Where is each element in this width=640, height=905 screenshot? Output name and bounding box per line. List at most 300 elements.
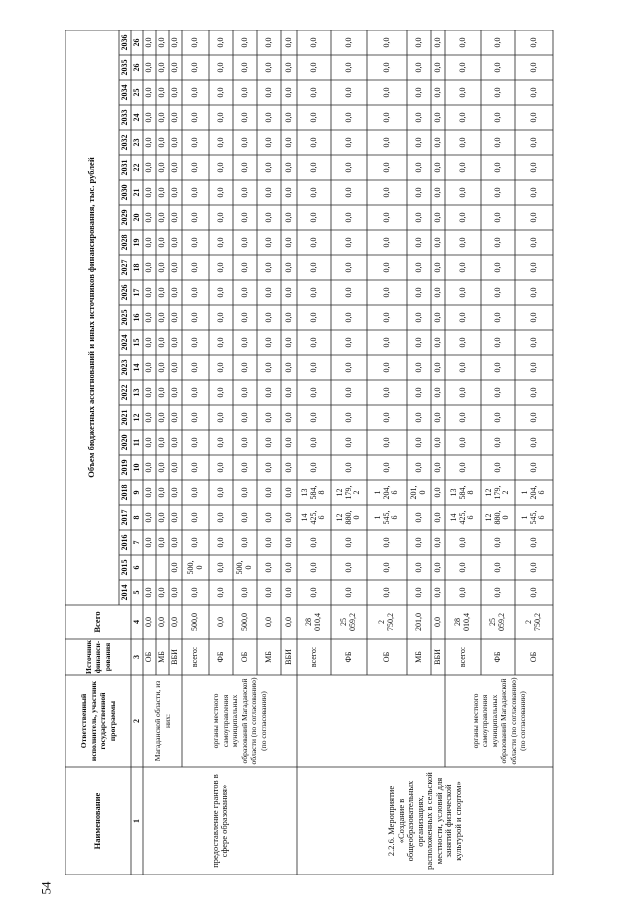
row-value: 0,0 [308,212,318,223]
row-value: 0,0 [492,412,502,423]
row-value: 0,0 [528,412,538,423]
column-number: 26 [131,38,141,47]
row-value: 0,0 [157,487,167,498]
row-value: 0,0 [528,237,538,248]
row-value: 0,0 [239,112,249,123]
row-value: 0,0 [413,262,423,273]
row-value: 0,0 [381,312,391,323]
row-value: 0,0 [190,212,200,223]
row-value: 0,0 [157,387,167,398]
row-value: 0,0 [457,187,467,198]
row-value: 0,0 [283,287,293,298]
row-value: 0,0 [283,362,293,373]
row-value: 0,0 [263,262,273,273]
row-value: 0,0 [381,287,391,298]
row-value: 0,0 [308,462,318,473]
row-value: 0,0 [432,312,442,323]
row-value: 0,0 [144,412,154,423]
row-value: 0,0 [190,287,200,298]
row-value: 0,0 [215,112,225,123]
row-value: 0,0 [528,312,538,323]
header-total: Всего [92,611,103,633]
column-number: 21 [131,188,141,197]
row-source: всего: [308,646,318,668]
row-value: 0,0 [492,112,502,123]
row-value: 0,0 [492,187,502,198]
row-value: 0,0 [308,412,318,423]
row-value: 0,0 [190,537,200,548]
row-value: 0,0 [492,362,502,373]
row-value: 0,0 [492,237,502,248]
row-value: 0,0 [528,537,538,548]
row-value: 1 545, 6 [520,510,547,525]
row-value: 0,0 [283,162,293,173]
row-value: 0,0 [492,437,502,448]
row-value: 0,0 [413,412,423,423]
row-value: 0,0 [528,187,538,198]
year-header: 2030 [119,184,129,201]
row-value: 0,0 [283,112,293,123]
row-total: 0,0 [170,617,180,627]
column-number: 13 [131,388,141,397]
row-value: 0,0 [457,112,467,123]
row-value: 0,0 [413,462,423,473]
row-value: 0,0 [492,212,502,223]
row-value: 0,0 [432,137,442,148]
row-value: 0,0 [432,337,442,348]
year-header: 2024 [119,334,129,351]
row-value: 0,0 [457,237,467,248]
row-value: 0,0 [432,62,442,73]
row-value: 0,0 [528,387,538,398]
row-source: ФБ [215,651,225,663]
header-executor: Ответственный исполнитель, участник государственной программы [79,680,117,762]
row-value: 12 179, 2 [335,485,362,500]
row-value: 0,0 [381,462,391,473]
row-value: 0,0 [413,512,423,523]
row-value: 0,0 [343,312,353,323]
row-value: 0,0 [263,412,273,423]
row-value: 0,0 [239,187,249,198]
row-value: 0,0 [381,112,391,123]
row-value: 0,0 [308,87,318,98]
row-value: 0,0 [190,137,200,148]
row-total: 25 059,2 [488,613,506,631]
row-value: 0,0 [239,37,249,48]
row-value: 0,0 [190,487,200,498]
row-value: 0,0 [432,587,442,598]
row-value: 0,0 [413,37,423,48]
row-value: 0,0 [215,287,225,298]
row-value: 0,0 [492,137,502,148]
row-name: 2.2.6. Мероприятие «Создание в общеобразовательных организациях, расположенных в сельской местности, условий для занятий физической культурой и спортом» [386,772,463,870]
row-total: 28 010,4 [304,613,322,631]
row-value: 0,0 [239,362,249,373]
row-value: 0,0 [263,487,273,498]
row-executor: Магаданской области, из них: [153,680,172,762]
column-number: 25 [131,88,141,97]
row-value: 0,0 [144,62,154,73]
row-value: 0,0 [215,512,225,523]
row-value: 0,0 [413,287,423,298]
row-value: 0,0 [283,387,293,398]
row-value: 0,0 [157,462,167,473]
row-source: ОБ [381,651,391,663]
year-header: 2025 [119,309,129,326]
row-value: 0,0 [413,137,423,148]
row-total: 0,0 [215,617,225,627]
row-value: 0,0 [343,537,353,548]
row-value: 0,0 [308,537,318,548]
row-value: 0,0 [343,112,353,123]
row-value: 0,0 [413,112,423,123]
row-value: 0,0 [413,362,423,373]
row-value: 0,0 [492,312,502,323]
row-value: 0,0 [528,362,538,373]
row-total: 2 750,2 [524,613,542,631]
row-value: 0,0 [170,162,180,173]
row-value: 0,0 [239,62,249,73]
row-value: 0,0 [215,337,225,348]
row-value: 0,0 [492,262,502,273]
row-value: 0,0 [283,262,293,273]
row-value: 0,0 [263,362,273,373]
row-value: 0,0 [263,387,273,398]
row-value: 0,0 [170,537,180,548]
row-value: 0,0 [381,262,391,273]
row-value: 0,0 [239,87,249,98]
row-value: 0,0 [190,512,200,523]
row-value: 0,0 [283,37,293,48]
row-value: 0,0 [381,387,391,398]
row-value: 0,0 [215,137,225,148]
row-value: 0,0 [239,337,249,348]
row-value: 0,0 [215,562,225,573]
row-source: МБ [263,651,273,663]
row-value: 0,0 [343,412,353,423]
column-number: 8 [131,515,141,520]
row-value: 0,0 [528,87,538,98]
row-value: 0,0 [381,437,391,448]
row-value: 0,0 [263,37,273,48]
row-value: 0,0 [157,237,167,248]
row-value: 0,0 [457,387,467,398]
row-value: 0,0 [144,337,154,348]
row-value: 0,0 [308,337,318,348]
row-value: 0,0 [432,487,442,498]
row-source: всего: [457,646,467,668]
row-value: 0,0 [239,262,249,273]
row-value: 0,0 [215,437,225,448]
row-executor [297,675,445,767]
row-value: 0,0 [413,312,423,323]
row-value: 0,0 [528,162,538,173]
row-value: 0,0 [343,387,353,398]
row-value: 0,0 [283,62,293,73]
row-value: 0,0 [413,87,423,98]
row-value: 0,0 [413,162,423,173]
row-value: 0,0 [157,512,167,523]
row-value: 0,0 [215,87,225,98]
row-value: 0,0 [528,287,538,298]
row-value: 0,0 [215,537,225,548]
row-value: 0,0 [239,437,249,448]
row-value: 0,0 [239,487,249,498]
row-value: 0,0 [308,387,318,398]
row-value: 0,0 [263,237,273,248]
row-value: 0,0 [215,487,225,498]
row-value: 0,0 [283,187,293,198]
row-value: 0,0 [457,62,467,73]
row-value: 0,0 [308,37,318,48]
row-value: 0,0 [263,62,273,73]
column-number: 24 [131,113,141,122]
row-value: 0,0 [308,237,318,248]
row-value: 0,0 [215,237,225,248]
year-header: 2035 [119,59,129,76]
row-value: 0,0 [457,312,467,323]
row-value: 0,0 [492,87,502,98]
row-value: 0,0 [308,312,318,323]
row-value: 0,0 [343,37,353,48]
row-value: 0,0 [283,562,293,573]
row-value: 1 204, 6 [373,485,400,500]
row-value: 0,0 [239,162,249,173]
row-value: 500, 0 [185,560,204,575]
row-value: 0,0 [381,412,391,423]
row-value: 0,0 [157,312,167,323]
row-value: 0,0 [283,512,293,523]
row-value: 0,0 [215,187,225,198]
row-value: 0,0 [283,412,293,423]
row-value: 0,0 [157,412,167,423]
year-header: 2023 [119,359,129,376]
row-source: ВБИ [283,649,293,665]
row-value: 0,0 [144,537,154,548]
row-value: 0,0 [308,62,318,73]
row-value: 0,0 [239,287,249,298]
row-value: 0,0 [157,137,167,148]
row-value: 0,0 [413,387,423,398]
row-total: 0,0 [283,617,293,627]
row-value: 0,0 [381,212,391,223]
column-number: 22 [131,163,141,172]
row-value: 0,0 [263,187,273,198]
row-value: 0,0 [190,587,200,598]
row-value: 0,0 [283,237,293,248]
row-value: 0,0 [144,287,154,298]
row-value: 0,0 [528,587,538,598]
row-value: 0,0 [263,437,273,448]
row-value: 0,0 [157,187,167,198]
row-value: 0,0 [157,212,167,223]
year-header: 2029 [119,209,129,226]
row-value: 0,0 [413,187,423,198]
row-value: 0,0 [381,37,391,48]
column-number: 11 [131,438,141,447]
row-value: 0,0 [432,262,442,273]
row-value: 0,0 [283,462,293,473]
row-value: 0,0 [170,487,180,498]
column-number: 2 [131,719,141,723]
row-value: 0,0 [263,287,273,298]
row-value: 0,0 [215,62,225,73]
row-value: 0,0 [170,212,180,223]
row-value: 0,0 [432,87,442,98]
row-value: 0,0 [492,537,502,548]
row-value: 0,0 [343,87,353,98]
row-value: 0,0 [413,62,423,73]
row-value: 0,0 [144,437,154,448]
row-value: 0,0 [239,312,249,323]
row-value: 0,0 [283,337,293,348]
row-value: 0,0 [343,162,353,173]
row-value: 0,0 [492,337,502,348]
row-value: 0,0 [492,562,502,573]
row-value: 0,0 [457,212,467,223]
year-header: 2021 [119,409,129,426]
row-value: 0,0 [144,212,154,223]
row-value: 0,0 [157,587,167,598]
row-value: 0,0 [457,162,467,173]
row-value: 0,0 [263,87,273,98]
year-header: 2027 [119,259,129,276]
row-value: 0,0 [239,537,249,548]
header-name: Наименование [92,792,103,850]
row-value: 0,0 [239,387,249,398]
year-header: 2022 [119,384,129,401]
year-header: 2018 [119,484,129,501]
row-value: 0,0 [190,237,200,248]
row-value: 0,0 [413,237,423,248]
row-value: 0,0 [170,62,180,73]
row-value: 0,0 [343,137,353,148]
row-value: 0,0 [215,362,225,373]
row-value: 0,0 [343,337,353,348]
row-value: 0,0 [144,187,154,198]
row-value: 0,0 [457,287,467,298]
row-value: 0,0 [239,462,249,473]
row-value: 0,0 [263,512,273,523]
row-value: 0,0 [432,437,442,448]
row-value: 0,0 [170,137,180,148]
row-value: 0,0 [170,87,180,98]
year-header: 2019 [119,459,129,476]
row-value: 0,0 [190,362,200,373]
row-value: 0,0 [144,487,154,498]
row-value: 0,0 [308,287,318,298]
row-source: МБ [157,651,167,663]
row-value: 0,0 [190,312,200,323]
row-value: 0,0 [170,262,180,273]
row-value: 0,0 [381,337,391,348]
row-value: 0,0 [170,412,180,423]
row-value: 0,0 [528,62,538,73]
year-header: 2026 [119,284,129,301]
row-value: 0,0 [528,337,538,348]
row-value: 13 584, 8 [449,485,476,500]
year-header: 2014 [119,584,129,601]
row-value: 0,0 [190,437,200,448]
row-value: 0,0 [215,387,225,398]
row-value: 0,0 [343,262,353,273]
row-source: ВБИ [432,649,442,665]
header-source: Источник финанси-рования [83,640,112,674]
row-value: 0,0 [432,512,442,523]
row-value: 1 545, 6 [373,510,400,525]
row-value: 0,0 [413,562,423,573]
row-value: 0,0 [144,362,154,373]
row-value: 0,0 [343,187,353,198]
row-value: 0,0 [215,212,225,223]
row-value: 0,0 [283,487,293,498]
row-value: 0,0 [528,112,538,123]
year-header: 2032 [119,134,129,151]
row-value: 0,0 [528,562,538,573]
row-value: 0,0 [343,437,353,448]
row-total: 0,0 [432,617,442,627]
row-value: 0,0 [190,387,200,398]
row-source: МБ [413,651,423,663]
year-header: 2031 [119,159,129,176]
row-value: 0,0 [308,587,318,598]
row-value: 0,0 [308,262,318,273]
row-value: 0,0 [283,587,293,598]
year-header: 2020 [119,434,129,451]
row-value: 0,0 [492,37,502,48]
row-value: 0,0 [170,587,180,598]
row-value: 0,0 [457,412,467,423]
row-value: 0,0 [170,287,180,298]
row-value: 0,0 [190,87,200,98]
row-value: 0,0 [492,287,502,298]
row-value: 0,0 [457,362,467,373]
row-source: ВБИ [170,649,180,665]
page-number: 54 [38,881,54,895]
row-value: 0,0 [157,87,167,98]
row-value: 0,0 [457,562,467,573]
row-value: 0,0 [528,212,538,223]
row-value: 0,0 [170,312,180,323]
row-value: 0,0 [343,562,353,573]
row-source: ОБ [144,651,154,663]
column-number: 4 [131,620,141,624]
row-total: 2 750,2 [377,613,395,631]
row-value: 0,0 [239,512,249,523]
row-value: 0,0 [263,587,273,598]
row-value: 0,0 [457,437,467,448]
row-value: 0,0 [170,187,180,198]
row-value: 500, 0 [235,560,253,575]
row-value: 0,0 [144,112,154,123]
row-value: 0,0 [157,162,167,173]
row-executor: органы местного самоуправления муниципальных образований Магаданской области (по согласованию) (по согласованию) [470,677,527,765]
column-number: 3 [131,655,141,659]
row-value [143,555,156,580]
row-value: 0,0 [528,137,538,148]
row-value: 0,0 [144,262,154,273]
row-value: 0,0 [308,162,318,173]
row-value: 0,0 [283,212,293,223]
year-header: 2017 [119,509,129,526]
row-value: 14 425, 6 [449,510,476,525]
row-value: 0,0 [157,262,167,273]
row-value: 0,0 [190,262,200,273]
column-number: 19 [131,238,141,247]
row-value: 0,0 [144,237,154,248]
row-value: 0,0 [283,312,293,323]
row-value: 13 584, 8 [300,485,327,500]
